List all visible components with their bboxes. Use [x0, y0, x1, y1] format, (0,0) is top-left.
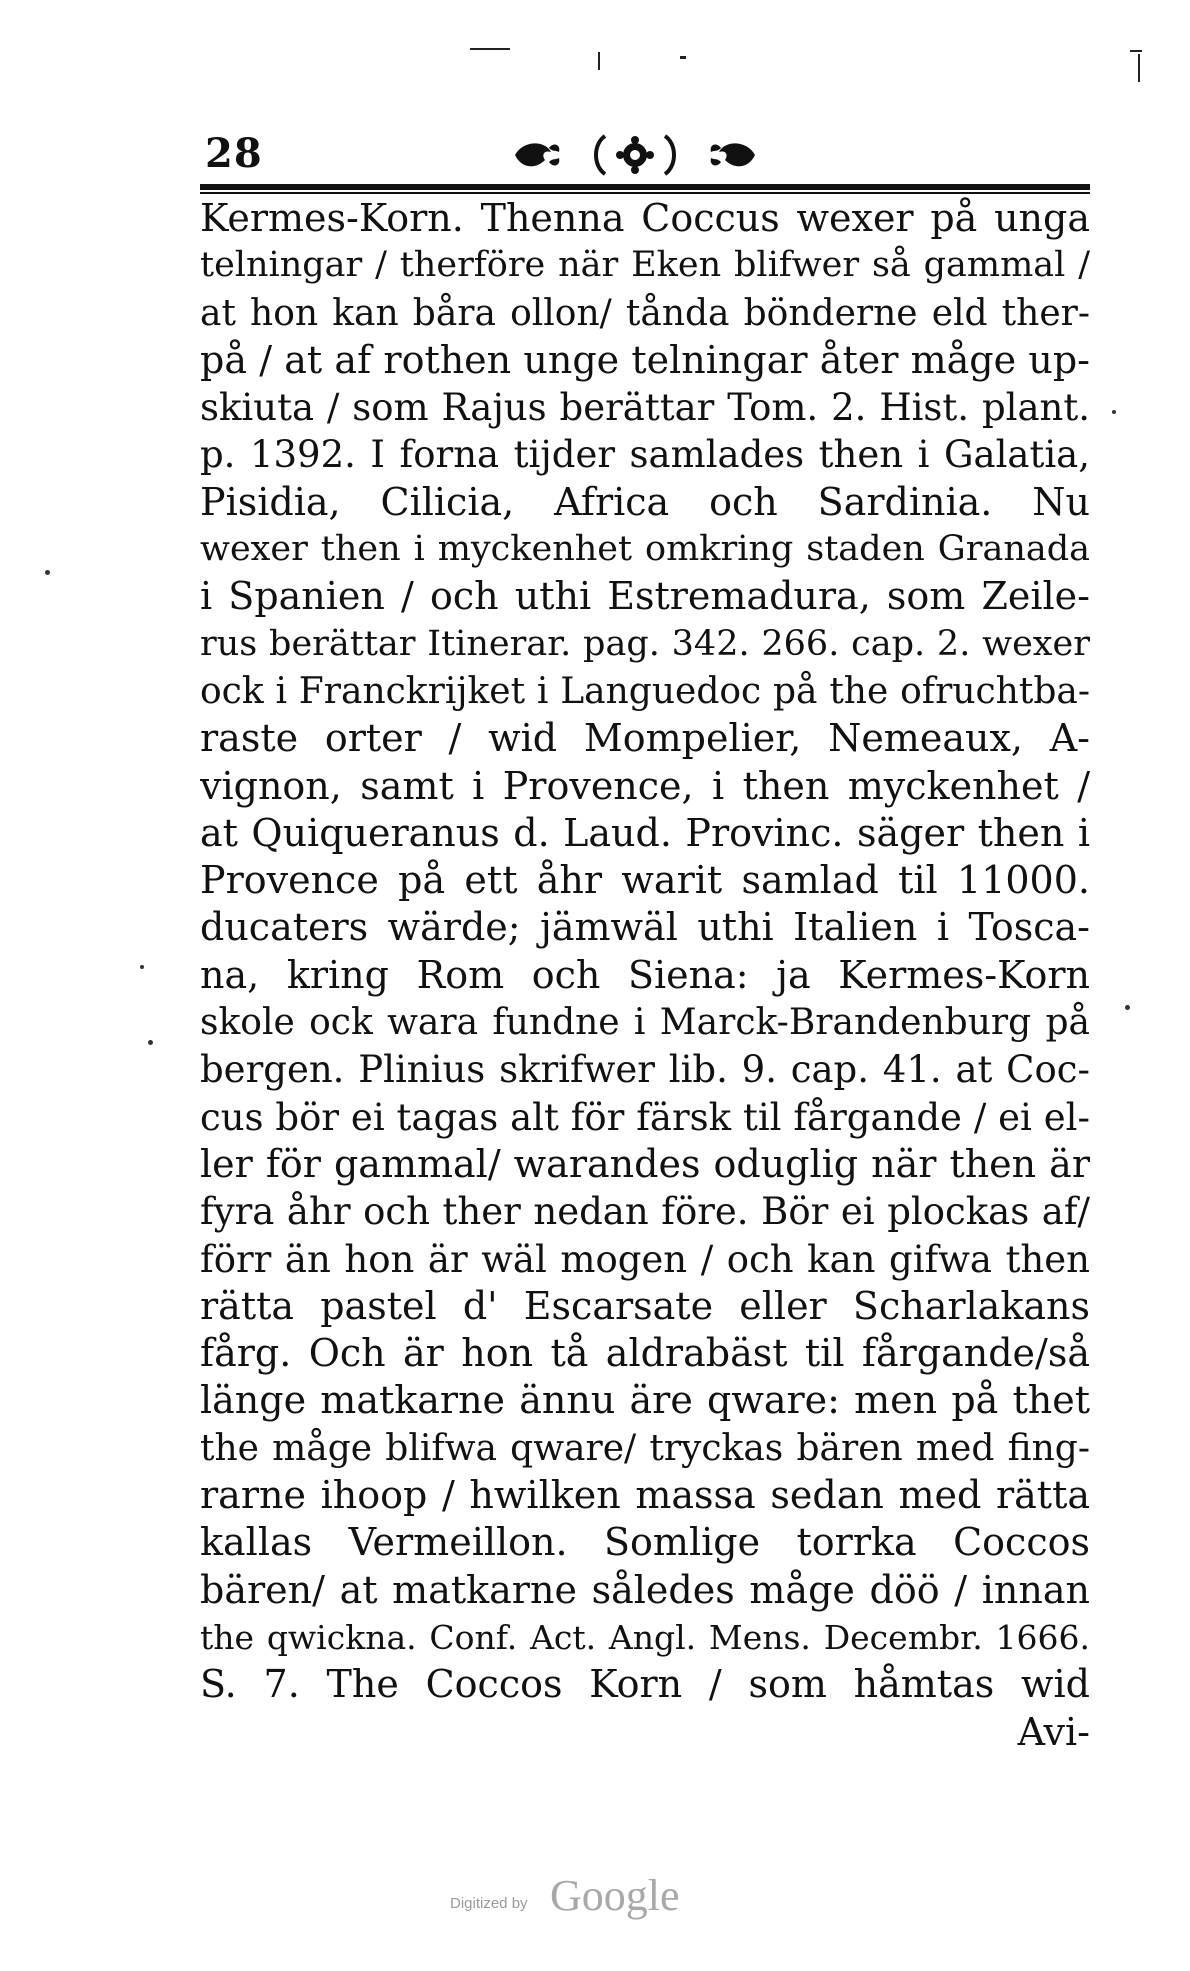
text-line: fårg. Och är hon tå aldrabäst til fårgande/så	[200, 1331, 1090, 1376]
text-line: bergen. Plinius skrifwer lib. 9. cap. 41. at Coc-	[200, 1048, 1090, 1092]
text-line: Kermes-Korn. Thenna Coccus wexer på unga	[200, 196, 1090, 240]
text-line: vignon, samt i Provence, i then myckenhet /	[200, 763, 1090, 808]
text-line: cus bör ei tagas alt för färsk til fårgande / ei el-	[200, 1095, 1090, 1139]
text-line: na, kring Rom och Siena: ja Kermes-Korn	[200, 952, 1090, 997]
text-line: at Quiqueranus d. Laud. Provinc. säger then i	[200, 810, 1090, 855]
header-rule-thin	[200, 192, 1090, 194]
google-logo: Google	[550, 1871, 680, 1920]
text-line: raste orter / wid Mompelier, Nemeaux, A-	[200, 716, 1090, 761]
text-line: rus berättar Itinerar. pag. 342. 266. cap. 2. wexer	[200, 623, 1090, 664]
text-line: S. 7. The Coccos Korn / som håmtas wid	[200, 1662, 1090, 1707]
digitized-by-label: Digitized by	[450, 1895, 528, 1912]
text-line: rarne ihoop / hwilken massa sedan med rätta	[200, 1473, 1090, 1518]
text-line: skiuta / som Rajus berättar Tom. 2. Hist. plant.	[200, 386, 1090, 430]
text-line: bären/ at matkarne således måge döö / innan	[200, 1567, 1090, 1612]
text-line: i Spanien / och uthi Estremadura, som Zeile-	[200, 574, 1090, 619]
text-line: p. 1392. I forna tijder samlades then i Galatia,	[200, 433, 1090, 477]
text-line: ock i Franckrijket i Languedoc på the ofruchtba-	[200, 670, 1090, 712]
text-line: Provence på ett åhr warit samlad til 11000.	[200, 858, 1090, 903]
printer-ornament-icon	[505, 130, 765, 180]
text-line: the qwickna. Conf. Act. Angl. Mens. Decembr. 1666.	[200, 1617, 1090, 1657]
header-rule	[200, 184, 1090, 190]
text-line: wexer then i myckenhet omkring staden Granada	[200, 529, 1090, 570]
catchword: Avi-	[1017, 1709, 1090, 1754]
text-line: ler för gammal/ warandes oduglig när then är	[200, 1141, 1090, 1186]
text-line: telningar / therföre när Eken blifwer så gammal /	[200, 245, 1090, 286]
text-line: fyra åhr och ther nedan före. Bör ei plockas af/	[200, 1190, 1090, 1234]
text-line: kallas Vermeillon. Somlige torrka Coccos	[200, 1520, 1090, 1565]
text-line: at hon kan båra ollon/ tånda bönderne eld ther-	[200, 292, 1090, 334]
top-scan-marks	[0, 40, 1190, 80]
text-line: rätta pastel d' Escarsate eller Scharlakans	[200, 1283, 1090, 1328]
text-line: Pisidia, Cilicia, Africa och Sardinia. Nu	[200, 479, 1090, 524]
digitized-watermark	[450, 1870, 750, 1930]
text-line: the måge blifwa qware/ tryckas bären med fing-	[200, 1427, 1090, 1469]
text-line: länge matkarne ännu äre qware: men på thet	[200, 1378, 1090, 1423]
text-line: förr än hon är wäl mogen / och kan gifwa then	[200, 1237, 1090, 1281]
page-header	[205, 130, 1090, 185]
text-line: skole ock wara fundne i Marck-Brandenburg på	[200, 1002, 1090, 1044]
text-line: ducaters wärde; jämwäl uthi Italien i Tosca-	[200, 905, 1090, 950]
text-line: på / at af rothen unge telningar åter måge up-	[200, 337, 1090, 382]
body-text	[200, 195, 1090, 1756]
page-number: 28	[205, 130, 263, 177]
